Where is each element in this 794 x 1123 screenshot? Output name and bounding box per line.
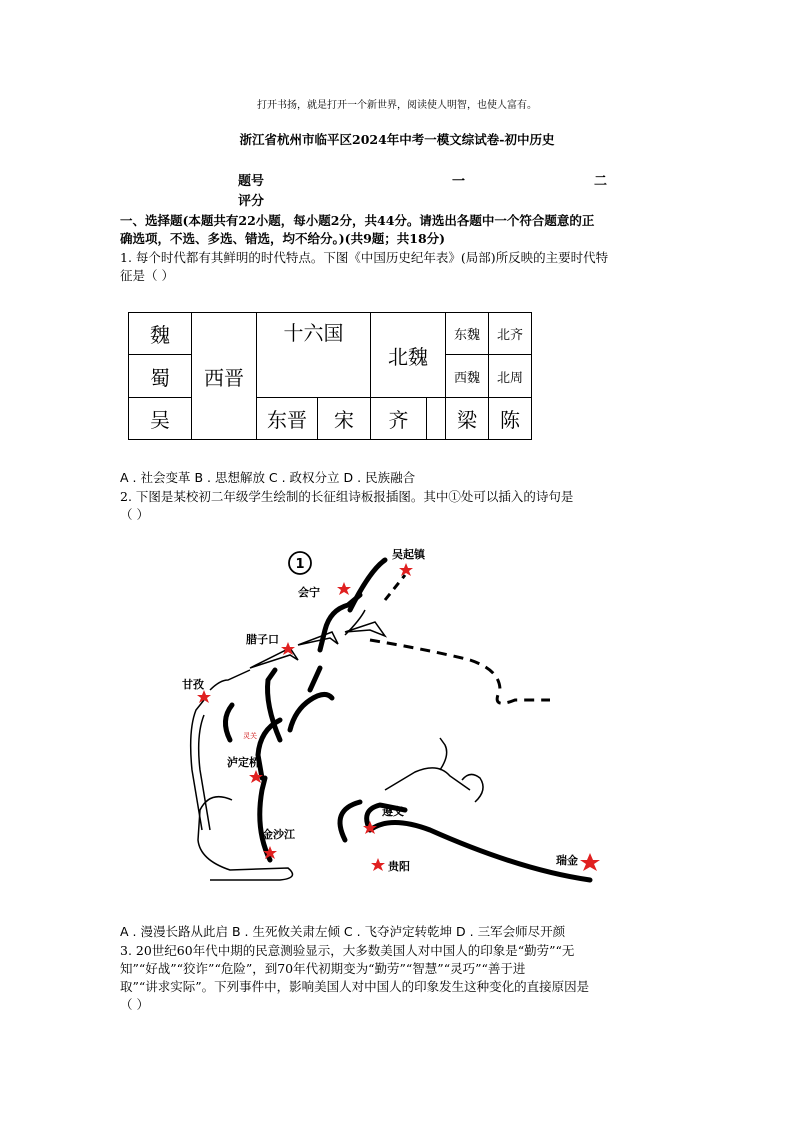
cell-liang: 梁 (446, 398, 489, 440)
cell-shiliuguo: 十六国 (257, 313, 371, 398)
label-wuqizhen: 吴起镇 (392, 548, 425, 561)
score-row-label-number: 题号 (238, 174, 265, 189)
cell-beizhou: 北周 (489, 355, 532, 398)
cell-qi: 齐 (371, 398, 427, 440)
cell-beiwei: 北魏 (371, 313, 446, 398)
cell-song: 宋 (318, 398, 371, 440)
label-ruijin: 瑞金 (556, 854, 578, 867)
exam-title: 浙江省杭州市临平区2024年中考一模文综试卷-初中历史 (239, 132, 555, 147)
header-motto: 打开书扬，就是打开一个新世界，阅读使人明智，也使人富有。 (257, 100, 537, 111)
q3-stem-line4: （ ） (120, 997, 149, 1012)
cell-xijin: 西晋 (192, 313, 257, 440)
q2-stem-line1: 2. 下图是某校初二年级学生绘制的长征组诗板报插图。其中①处可以插入的诗句是 (120, 489, 574, 504)
star-huining (337, 582, 351, 595)
cell-dongjin: 东晋 (257, 398, 318, 440)
q3-stem-line3: 取”“讲求实际”。下列事件中，影响美国人对中国人的印象发生这种变化的直接原因是 (120, 979, 590, 994)
cell-shu: 蜀 (129, 355, 192, 398)
label-huining: 会宁 (298, 586, 320, 599)
label-zunyi: 遵义 (382, 805, 404, 818)
long-march-map (170, 540, 620, 900)
cell-beiqi: 北齐 (489, 313, 532, 355)
svg-text:1: 1 (295, 557, 305, 572)
q1-stem-line1: 1. 每个时代都有其鲜明的时代特点。下图《中国历史纪年表》(局部)所反映的主要时代特 (120, 250, 609, 265)
q2-options: A . 漫漫长路从此启 B . 生死攸关肃左倾 C . 飞夺泸定转乾坤 D . 三军会师尽开颜 (120, 924, 566, 939)
star-wuqizhen (399, 563, 413, 576)
star-guiyang (371, 858, 385, 871)
cell-chen: 陈 (489, 398, 532, 440)
label-lazikou: 腊子口 (246, 633, 279, 646)
q1-stem-line2: 征是（ ） (120, 268, 174, 283)
cell-wu: 吴 (129, 398, 192, 440)
label-guiyang: 贵阳 (388, 860, 410, 873)
q1-options: A . 社会变革 B . 思想解放 C . 政权分立 D . 民族融合 (120, 470, 416, 485)
star-ruijin (580, 853, 600, 871)
section-heading-line2: 确选项，不选、多选、错选，均不给分。)(共9题；共18分) (120, 231, 446, 246)
cell-wei: 魏 (129, 313, 192, 355)
circled-one-marker (289, 552, 311, 574)
cell-xiwei: 西魏 (446, 355, 489, 398)
score-row-label-score: 评分 (238, 194, 265, 209)
label-jinsha: 金沙江 (262, 828, 295, 841)
chronology-table (128, 312, 532, 440)
score-col-two: 二 (594, 174, 608, 189)
score-col-one: 一 (452, 174, 466, 189)
label-lingguan: 灵关 (243, 732, 257, 740)
q2-stem-line2: （ ） (120, 507, 149, 522)
section-heading-line1: 一、选择题(本题共有22小题，每小题2分，共44分。请选出各题中一个符合题意的正 (120, 213, 595, 228)
cell-dongwei: 东魏 (446, 313, 489, 355)
label-ganzi: 甘孜 (182, 678, 204, 691)
label-luding: 泸定桥 (227, 756, 260, 769)
q3-stem-line1: 3. 20世纪60年代中期的民意测验显示，大多数美国人对中国人的印象是“勤劳”“无 (120, 943, 575, 958)
q3-stem-line2: 知”“好战”“狡诈”“危险”，到70年代初期变为“勤劳”“智慧”“灵巧”“善于进 (120, 961, 526, 976)
